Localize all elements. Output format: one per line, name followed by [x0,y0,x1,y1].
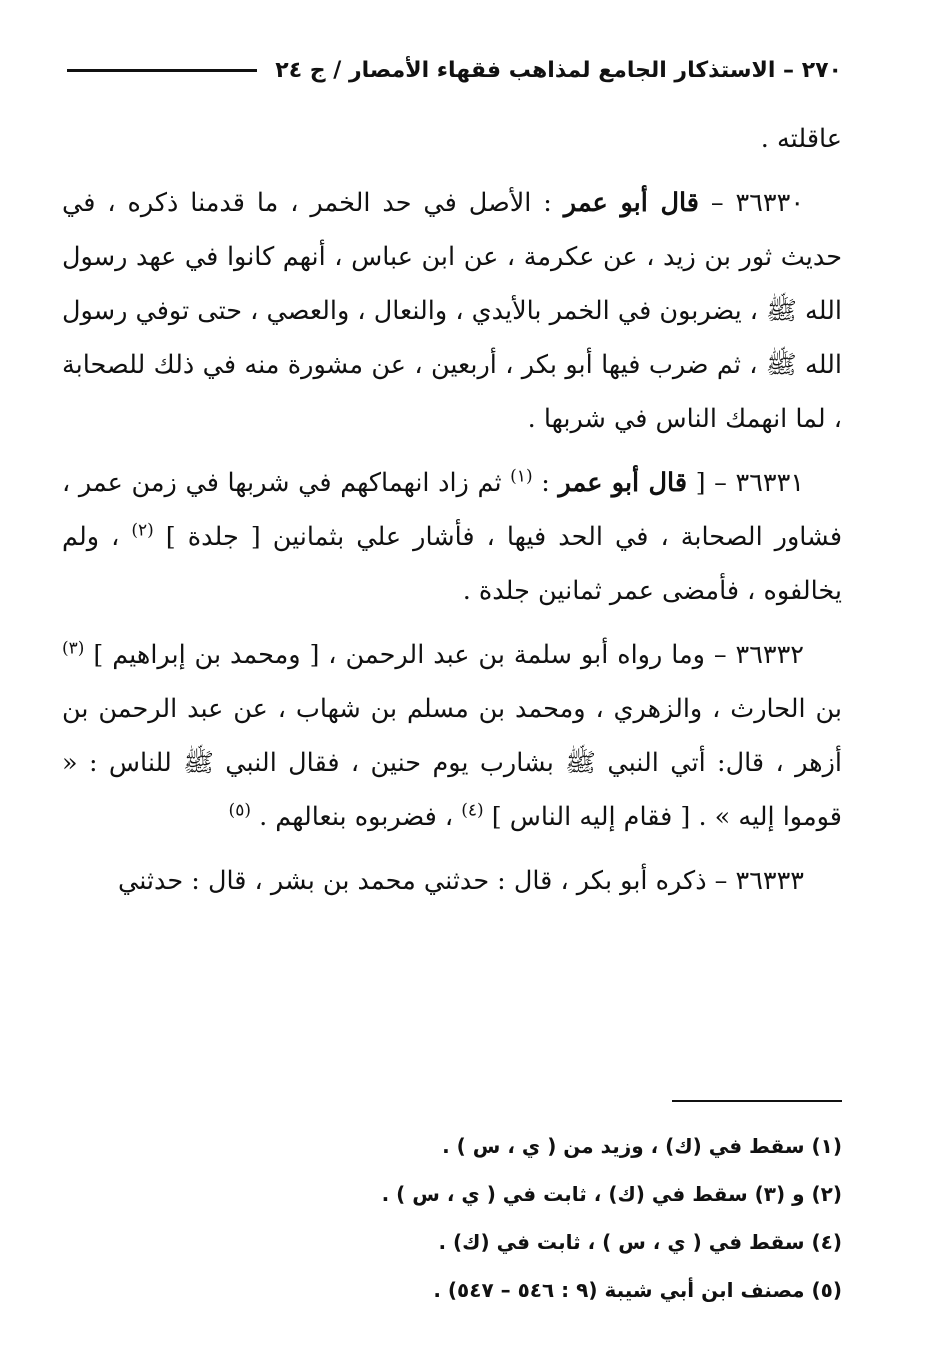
paragraph-text: ٣٦٣٣٢ – وما رواه أبو سلمة بن عبد الرحمن ، [ ومحمد بن إبراهيم ] [93,640,804,670]
paragraph-36330 [62,176,842,446]
footnote-ref-3[interactable]: (٣) [62,638,85,659]
footnote-3: (٤) سقط في ( ي ، س ) ، ثابت في (ك) . [438,1230,842,1254]
paragraph-36331 [62,456,842,618]
paragraph-36332 [62,628,842,844]
author-attribution: قال أبو عمر [558,468,688,498]
paragraph-text: ثم زاد انهماكهم في شربها في زمن عمر ، فشاور الصحابة ، في الحد فيها ، فأشار علي بثمانين [ جلدة ] [62,468,843,552]
running-header [67,50,842,90]
footnote-separator [672,1100,842,1102]
paragraph-text: ، فضربوه بنعالهم . [259,802,454,832]
paragraph-text: بن الحارث ، والزهري ، ومحمد بن مسلم بن شهاب ، عن عبد الرحمن بن أزهر ، قال: أتي النبي ﷺ بشارب يوم حنين ، فقال النبي ﷺ للناس : « قوموا إليه » . [ فقام إليه الناس ] [62,694,842,832]
paragraph-text: : الأصل في حد الخمر ، ما قدمنا ذكره ، في حديث ثور بن زيد ، عن عكرمة ، عن ابن عباس ، أنهم كانوا في عهد رسول الله ﷺ ، يضربون في الخمر بالأيدي ، والنعال ، والعصي ، حتى توفي رسول الله ﷺ ، ثم ضرب فيها أبو بكر ، أربعين ، عن مشورة منه في ذلك للصحابة ، لما انهمك الناس في شربها . [62,188,842,434]
author-attribution: قال أبو عمر [563,188,699,218]
footnote-1: (١) سقط في (ك) ، وزيد من ( ي ، س ) . [442,1134,842,1158]
paragraph-36333 [62,854,842,908]
footnote-ref-1[interactable]: (١) [510,466,533,487]
footnote-ref-4[interactable]: (٤) [461,800,484,821]
paragraph-text: ، ولم يخالفوه ، فأمضى عمر ثمانين جلدة . [62,522,842,606]
paragraph-number: ٣٦٣٣٠ – [710,188,805,218]
paragraph-number: ٣٦٣٣١ – [ [695,468,805,498]
paragraph-text: ٣٦٣٣٣ – ذكره أبو بكر ، قال : حدثني محمد بن بشر ، قال : حدثني [117,866,804,896]
header-title: ٢٧٠ – الاستذكار الجامع لمذاهب فقهاء الأمصار / ج ٢٤ [275,57,842,83]
header-rule [67,69,257,72]
footnotes [62,1122,842,1314]
paragraph-text: : [541,468,550,498]
footnote-ref-5[interactable]: (٥) [228,800,251,821]
footnote-2: (٢) و (٣) سقط في (ك) ، ثابت في ( ي ، س ) . [381,1182,842,1206]
continuation-line: عاقلته . [760,124,842,154]
footnote-4: (٥) مصنف ابن أبي شيبة (٩ : ٥٤٦ – ٥٤٧) . [433,1278,842,1302]
footnote-ref-2[interactable]: (٢) [131,520,154,541]
main-text [62,112,842,908]
